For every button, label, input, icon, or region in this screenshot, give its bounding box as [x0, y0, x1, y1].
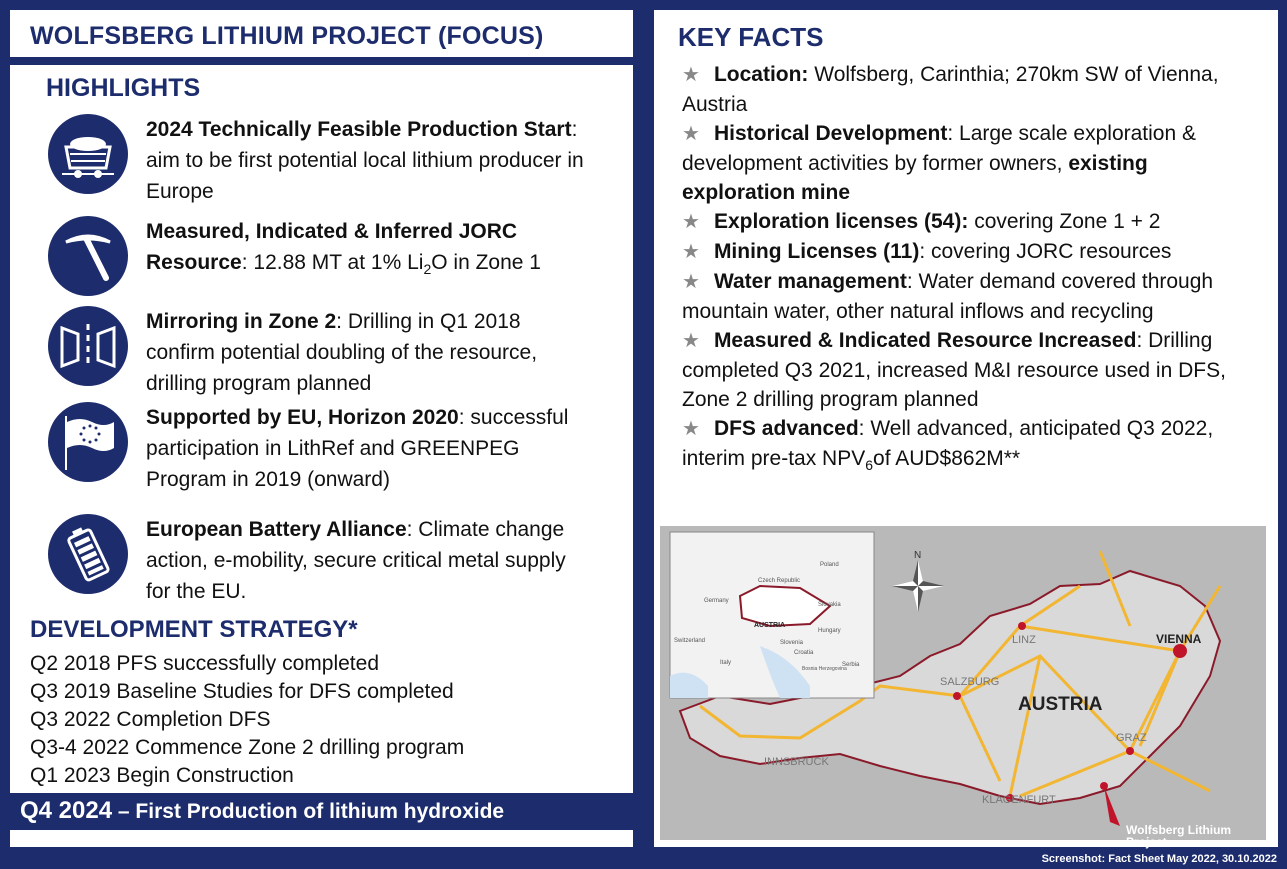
highlight-text: 2024 Technically Feasible Production Start: aim to be first potential local lithium producer in Europe [146, 118, 584, 203]
highlights-title: HIGHLIGHTS [46, 74, 201, 102]
battery-icon [48, 514, 128, 594]
inset-label: Bosnia Herzegovina [802, 666, 847, 672]
fact-item: ★ Historical Development: Large scale exploration & development activities by former owners, existing exploration mine [682, 122, 1196, 204]
star-icon: ★ [682, 241, 700, 263]
inset-label: Czech Republic [758, 578, 801, 584]
highlight-text: Supported by EU, Horizon 2020: successful participation in LithRef and GREENPEG Program in 2019 (onward) [146, 406, 569, 491]
project-label: Wolfsberg Lithium Project [1126, 823, 1232, 849]
mirror-road-icon [48, 306, 128, 386]
inset-label: Poland [820, 562, 839, 568]
right-panel [654, 10, 1278, 847]
fact-item: ★ DFS advanced: Well advanced, anticipated Q3 2022, interim pre-tax $NPV_6of$ AUD$862M** [682, 417, 1214, 474]
strategy-item: Q3 2022 Completion DFS [30, 708, 271, 731]
star-icon: ★ [682, 418, 700, 440]
strategy-item: Q3-4 2022 Commence Zone 2 drilling program [30, 736, 465, 759]
left-title-box [10, 10, 633, 65]
production-banner [10, 793, 633, 830]
austria-map [660, 526, 1266, 849]
star-icon: ★ [682, 330, 700, 352]
inset-label: Hungary [818, 628, 841, 634]
city-label: INNSBRUCK [764, 756, 829, 768]
inset-label: Italy [720, 660, 732, 666]
city-label: GRAZ [1116, 732, 1147, 744]
inset-label: Germany [704, 598, 729, 604]
city-label: VIENNA [1156, 632, 1202, 646]
strategy-item: Q3 2019 Baseline Studies for DFS completed [30, 680, 454, 703]
star-icon: ★ [682, 271, 700, 293]
footnote: Screenshot: Fact Sheet May 2022, 30.10.2022 [1041, 853, 1277, 865]
strategy-item: Q1 2023 Begin Construction [30, 764, 294, 787]
eu-flag-icon [48, 402, 128, 482]
highlight-text: Mirroring in Zone 2: Drilling in Q1 2018 confirm potential doubling of the resource, drilling program planned [146, 310, 538, 395]
city-label: SALZBURG [940, 676, 1000, 688]
inset-label: Croatia [794, 650, 814, 656]
inset-label: Switzerland [674, 638, 706, 644]
fact-item: ★ Location: Wolfsberg, Carinthia; 270km SW of Vienna, Austria [682, 63, 1219, 116]
fact-item: ★ Water management: Water demand covered through mountain water, other natural inflows and recycling [682, 270, 1214, 323]
city-label: LINZ [1012, 634, 1036, 646]
fact-item: ★ Exploration licenses (54): covering Zone 1 + 2 [682, 210, 1161, 233]
fact-item: ★ Measured & Indicated Resource Increased: Drilling completed Q3 2021, increased M&I resource used in DFS, Zone 2 drilling program planned [682, 329, 1226, 411]
highlight-text: Measured, Indicated & Inferred JORC Resource: 12.88 MT at 1% $Li_2O$ in Zone 1 [146, 220, 541, 278]
strategy-title: DEVELOPMENT STRATEGY* [30, 616, 358, 643]
key-facts-title: KEY FACTS [678, 22, 824, 52]
city-label: KLAGENFURT [982, 794, 1056, 806]
production-text: Q4 2024 – First Production of lithium hydroxide [20, 797, 505, 824]
star-icon: ★ [682, 64, 700, 86]
key-facts-list [682, 60, 1242, 480]
pickaxe-icon [48, 216, 128, 296]
country-label: AUSTRIA [1018, 694, 1103, 715]
inset-label: Slovakia [818, 602, 841, 608]
mine-cart-icon [48, 114, 128, 194]
highlight-text: European Battery Alliance: Climate change action, e-mobility, secure critical metal supply for the EU. [146, 518, 566, 603]
inset-map [670, 532, 874, 698]
star-icon: ★ [682, 211, 700, 233]
inset-label: Slovenia [780, 640, 804, 646]
left-panel [10, 10, 633, 847]
strategy-list [30, 650, 464, 790]
strategy-item: Q2 2018 PFS successfully completed [30, 652, 380, 675]
compass-label: N [914, 550, 922, 561]
star-icon: ★ [682, 123, 700, 145]
inset-label: Serbia [842, 662, 860, 668]
project-title: WOLFSBERG LITHIUM PROJECT (FOCUS) [30, 22, 544, 50]
fact-item: ★ Mining Licenses (11): covering JORC resources [682, 240, 1172, 263]
inset-label: AUSTRIA [754, 622, 786, 629]
